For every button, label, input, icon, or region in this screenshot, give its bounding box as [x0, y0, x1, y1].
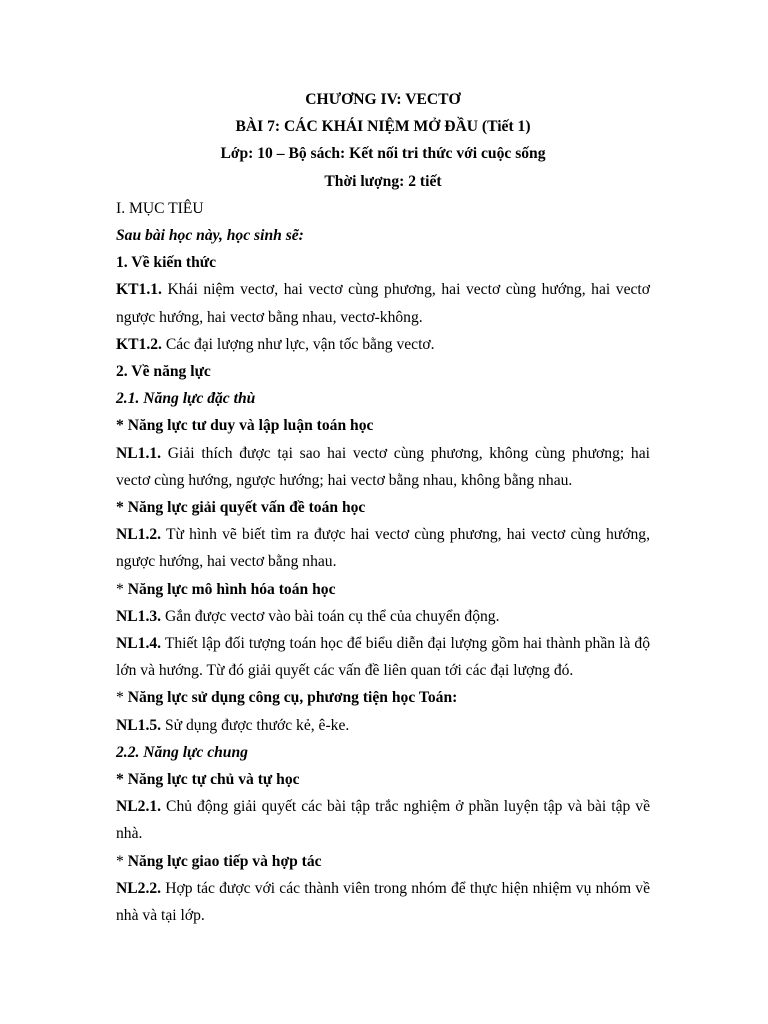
general-competence-heading: 2.2. Năng lực chung [116, 743, 248, 761]
nl21-paragraph [116, 793, 650, 847]
nl21-code: NL2.1. [116, 798, 162, 816]
self-study-heading: * Năng lực tự chủ và tự học [116, 771, 300, 789]
nl12-paragraph [116, 521, 650, 575]
nl13-paragraph [116, 603, 650, 630]
nl15-paragraph [116, 712, 650, 739]
nl12-code: NL1.2. [116, 526, 162, 544]
objectives-intro: Sau bài học này, học sinh sẽ: [116, 227, 304, 245]
comm-label: Năng lực giao tiếp và hợp tác [127, 852, 322, 870]
nl15-text: Sử dụng được thước kẻ, ê-ke. [161, 716, 350, 734]
nl14-text: Thiết lập đối tượng toán học để biểu diễn đại lượng gồm hai thành phần là độ lớn và hướng. Từ đó giải quyết các vấn đề liên quan tới các đại lượng đó. [116, 635, 650, 680]
nl15-code: NL1.5. [116, 716, 162, 734]
tools-label: Năng lực sử dụng công cụ, phương tiện học Toán: [127, 689, 458, 707]
kt11-code: KT1.1. [116, 281, 162, 299]
nl22-code: NL2.2. [116, 879, 162, 897]
nl21-text: Chủ động giải quyết các bài tập trắc nghiệm ở phần luyện tập và bài tập về nhà. [116, 798, 650, 843]
grade-info: Lớp: 10 – Bộ sách: Kết nối tri thức với cuộc sống [220, 145, 546, 163]
kt11-paragraph [116, 276, 650, 330]
nl22-paragraph [116, 875, 650, 929]
kt12-paragraph [116, 331, 650, 358]
knowledge-heading: 1. Về kiến thức [116, 254, 217, 272]
nl11-text: Giải thích được tại sao hai vectơ cùng phương, không cùng phương; hai vectơ cùng hướng, ngược hướng; hai vectơ bằng nhau, không bằng nhau. [116, 444, 650, 489]
modeling-competence-heading [116, 576, 650, 603]
nl12-text: Từ hình vẽ biết tìm ra được hai vectơ cùng phương, hai vectơ cùng hướng, ngược hướng, hai vectơ bằng nhau. [116, 526, 650, 571]
nl13-code: NL1.3. [116, 607, 162, 625]
chapter-title: CHƯƠNG IV: VECTƠ [305, 91, 461, 108]
nl13-text: Gắn được vectơ vào bài toán cụ thể của chuyển động. [161, 607, 500, 625]
section-objectives-heading: I. MỤC TIÊU [116, 199, 204, 217]
specific-competence-heading: 2.1. Năng lực đặc thù [116, 390, 256, 408]
tools-competence-heading [116, 684, 650, 711]
duration-info: Thời lượng: 2 tiết [324, 172, 442, 190]
kt12-code: KT1.2. [116, 335, 162, 353]
nl14-code: NL1.4. [116, 635, 162, 653]
nl22-text: Hợp tác được với các thành viên trong nhóm để thực hiện nhiệm vụ nhóm về nhà và tại lớp. [116, 879, 650, 925]
thinking-competence-heading: * Năng lực tư duy và lập luận toán học [116, 417, 374, 435]
solving-competence-heading: * Năng lực giải quyết vấn đề toán học [116, 499, 366, 517]
kt11-text: Khái niệm vectơ, hai vectơ cùng phương, hai vectơ cùng hướng, hai vectơ ngược hướng, hai vectơ bằng nhau, vectơ-không. [116, 281, 650, 326]
communication-heading [116, 848, 650, 875]
nl11-paragraph [116, 440, 650, 494]
comm-star: * [116, 852, 128, 870]
lesson-title: BÀI 7: CÁC KHÁI NIỆM MỞ ĐẦU (Tiết 1) [235, 118, 531, 136]
nl11-code: NL1.1. [116, 444, 162, 462]
modeling-star: * [116, 580, 128, 598]
kt12-text: Các đại lượng như lực, vận tốc bằng vectơ. [161, 335, 435, 353]
modeling-label: Năng lực mô hình hóa toán học [127, 580, 336, 598]
nl14-paragraph [116, 630, 650, 684]
tools-star: * [116, 689, 128, 707]
competence-heading: 2. Về năng lực [116, 363, 211, 381]
